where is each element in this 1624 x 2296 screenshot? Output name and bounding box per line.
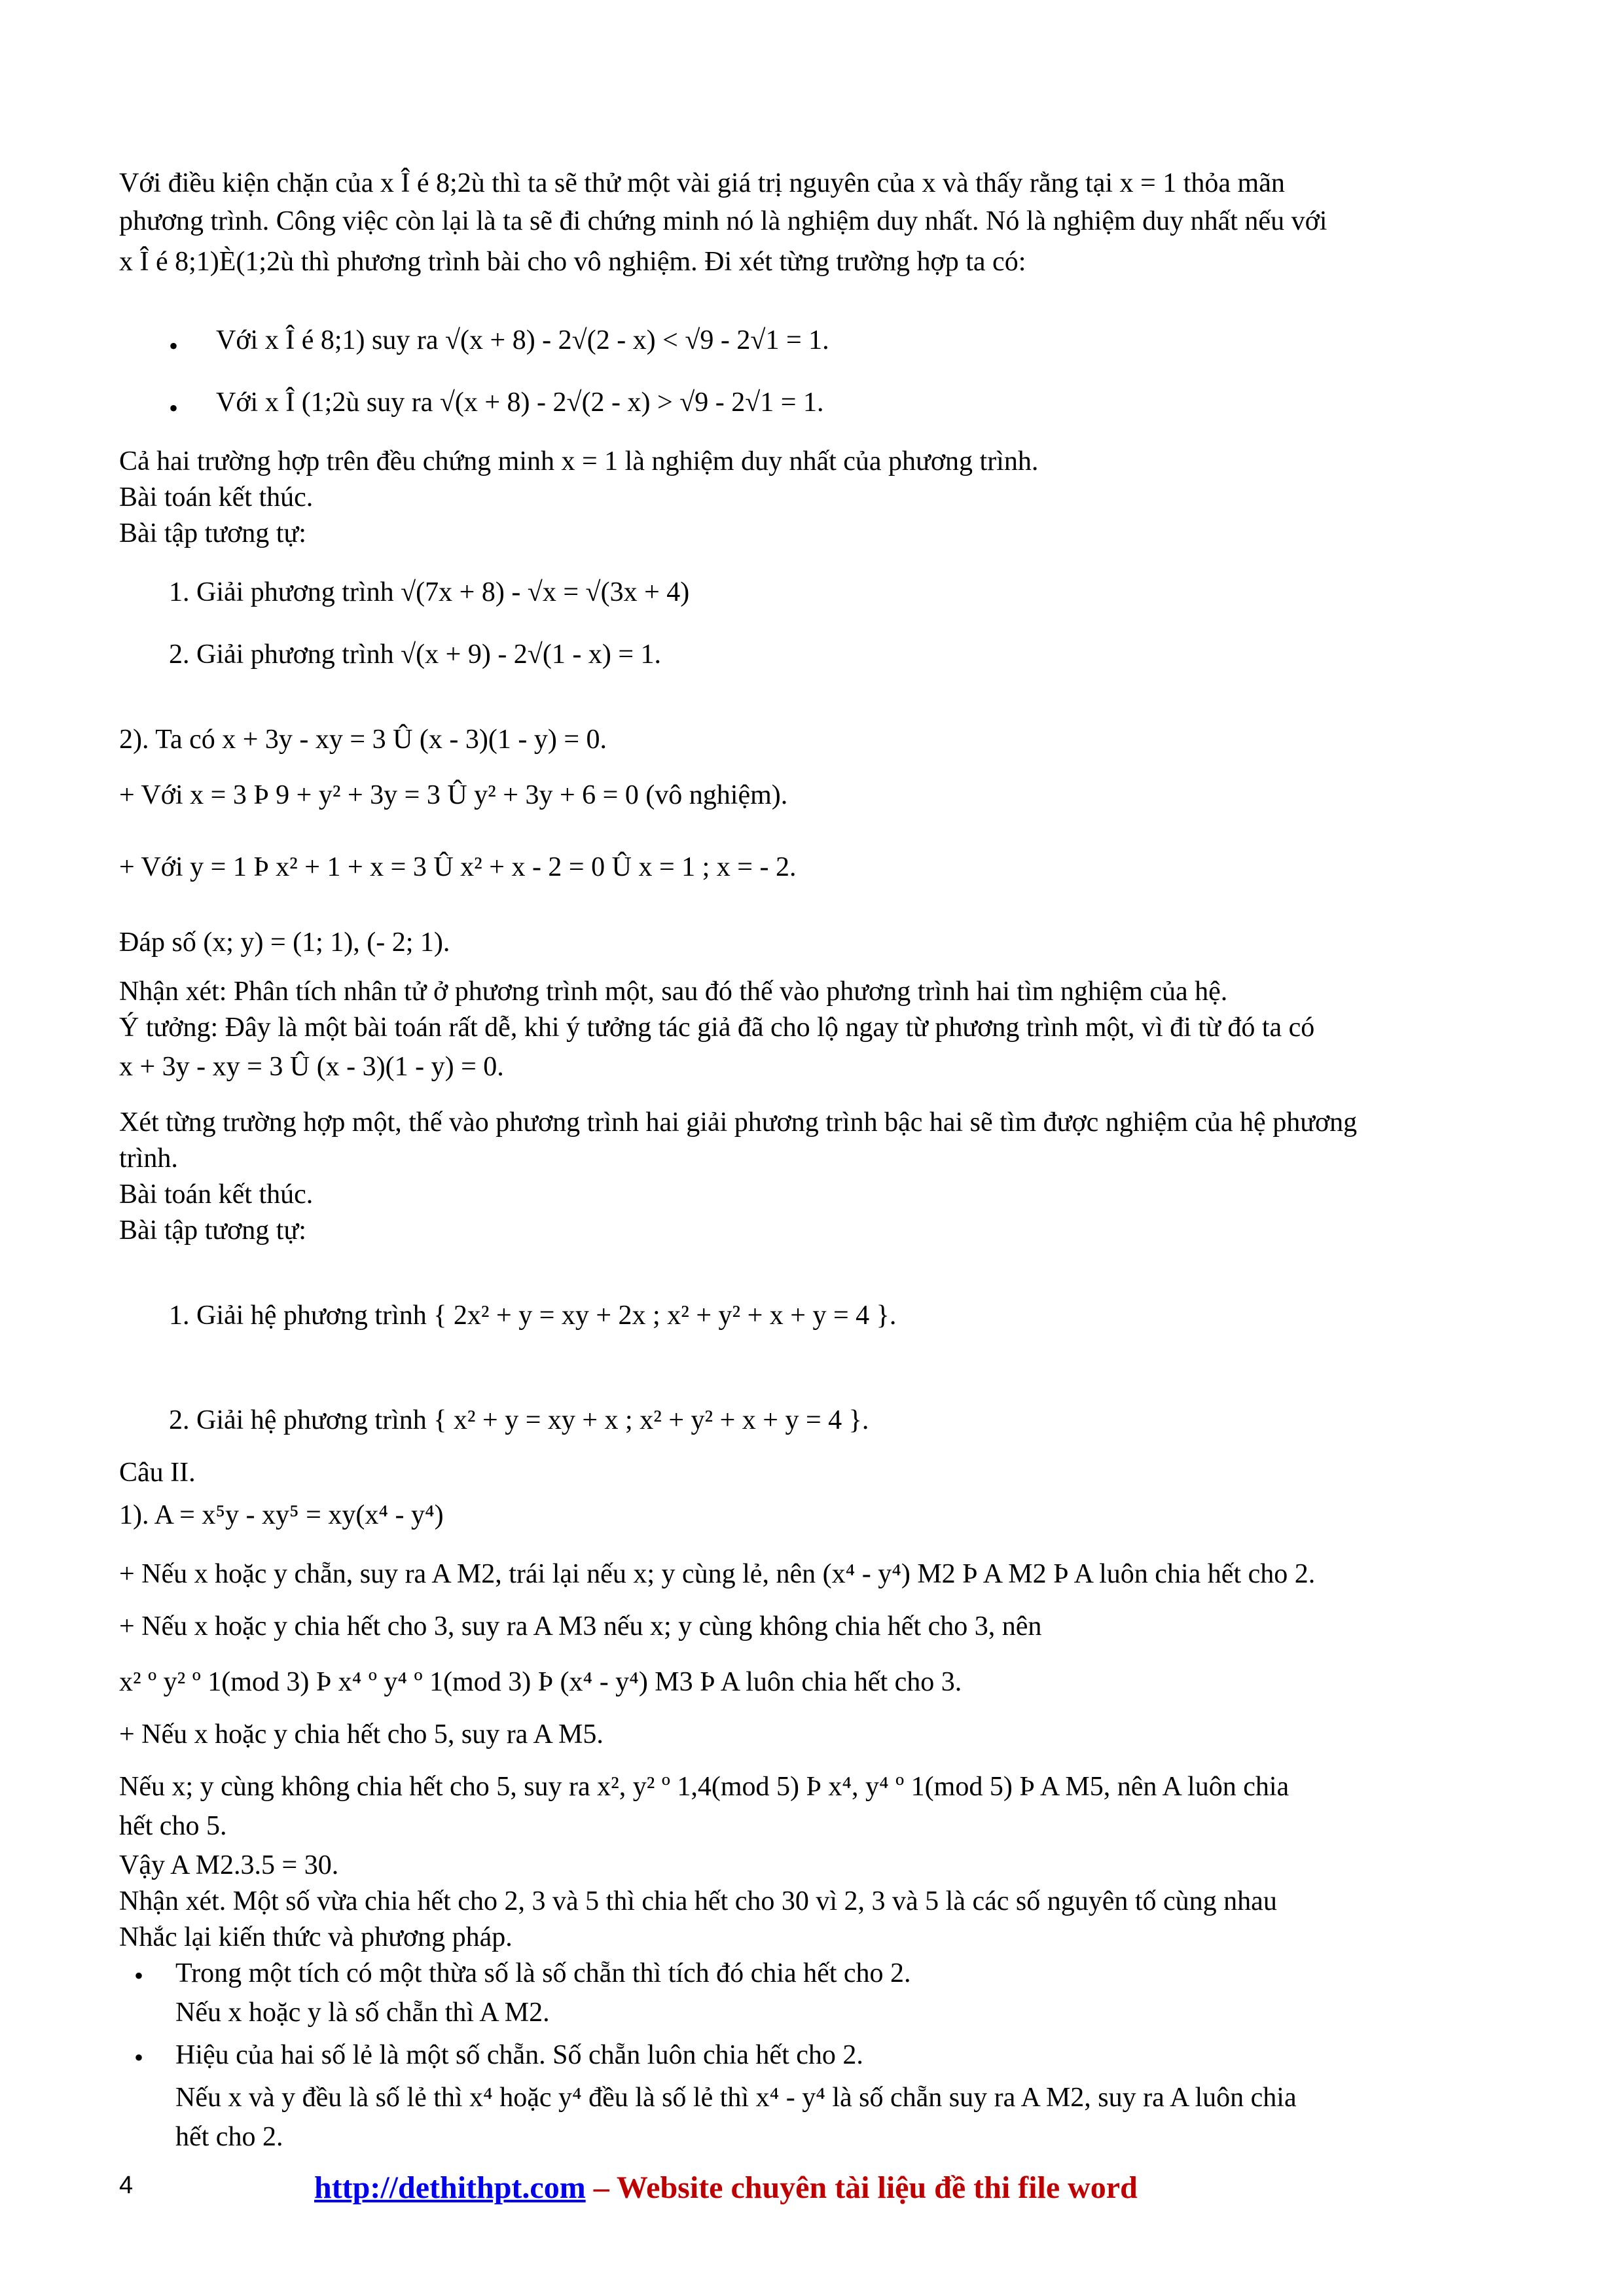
text-line: + Với y = 1 Þ x² + 1 + x = 3 Û x² + x - 2 = 0 Û x = 1 ; x = - 2. bbox=[119, 852, 797, 882]
text-line: Hiệu của hai số lẻ là một số chẵn. Số chẵn luôn chia hết cho 2. bbox=[175, 2040, 863, 2070]
bullet-icon: • bbox=[134, 1961, 144, 1990]
page-number: 4 bbox=[119, 2172, 134, 2199]
section-heading: Câu II. bbox=[119, 1458, 196, 1488]
text-line: Nhắc lại kiến thức và phương pháp. bbox=[119, 1922, 513, 1952]
footer bbox=[314, 2170, 1138, 2206]
footer-link[interactable]: http://dethithpt.com bbox=[314, 2170, 586, 2205]
text-line: Với x Î é 8;1) suy ra √(x + 8) - 2√(2 - x) < √9 - 2√1 = 1. bbox=[216, 325, 829, 355]
bullet-icon: • bbox=[169, 331, 179, 361]
text-line: Nếu x; y cùng không chia hết cho 5, suy ra x², y² º 1,4(mod 5) Þ x⁴, y⁴ º 1(mod 5) Þ A M5, nên A luôn chia bbox=[119, 1772, 1290, 1802]
text-line: Đáp số (x; y) = (1; 1), (- 2; 1). bbox=[119, 927, 450, 958]
text-line: Xét từng trường hợp một, thế vào phương trình hai giải phương trình bậc hai sẽ tìm được nghiệm của hệ phương bbox=[119, 1107, 1358, 1138]
text-line: Với x Î (1;2ù suy ra √(x + 8) - 2√(2 - x) > √9 - 2√1 = 1. bbox=[216, 387, 824, 418]
text-line: hết cho 5. bbox=[119, 1811, 227, 1841]
text-line: phương trình. Công việc còn lại là ta sẽ đi chứng minh nó là nghiệm duy nhất. Nó là nghiệm duy nhất nếu với bbox=[119, 206, 1327, 236]
text-line: + Với x = 3 Þ 9 + y² + 3y = 3 Û y² + 3y + 6 = 0 (vô nghiệm). bbox=[119, 780, 788, 810]
exercise-item: 1. Giải phương trình √(7x + 8) - √x = √(3x + 4) bbox=[169, 577, 690, 607]
text-line: Ý tưởng: Đây là một bài toán rất dễ, khi ý tưởng tác giả đã cho lộ ngay từ phương trình một, vì đi từ đó ta có bbox=[119, 1013, 1315, 1043]
text-line: Bài toán kết thúc. bbox=[119, 482, 314, 512]
text-line: Nếu x hoặc y là số chẵn thì A M2. bbox=[175, 1998, 550, 2028]
text-line: + Nếu x hoặc y chẵn, suy ra A M2, trái lại nếu x; y cùng lẻ, nên (x⁴ - y⁴) M2 Þ A M2 Þ A luôn chia hết cho 2. bbox=[119, 1559, 1316, 1589]
text-line: x² º y² º 1(mod 3) Þ x⁴ º y⁴ º 1(mod 3) Þ (x⁴ - y⁴) M3 Þ A luôn chia hết cho 3. bbox=[119, 1667, 962, 1697]
text-line: Bài toán kết thúc. bbox=[119, 1179, 314, 1210]
exercise-item: 2. Giải hệ phương trình { x² + y = xy + x ; x² + y² + x + y = 4 }. bbox=[169, 1405, 869, 1435]
exercise-item: 2. Giải phương trình √(x + 9) - 2√(1 - x) = 1. bbox=[169, 639, 662, 670]
text-line: Nhận xét. Một số vừa chia hết cho 2, 3 và 5 thì chia hết cho 30 vì 2, 3 và 5 là các số nguyên tố cùng nhau bbox=[119, 1886, 1277, 1916]
text-line: trình. bbox=[119, 1143, 178, 1174]
text-line: Bài tập tương tự: bbox=[119, 1215, 306, 1246]
bullet-icon: • bbox=[134, 2043, 144, 2072]
exercise-item: 1. Giải hệ phương trình { 2x² + y = xy + 2x ; x² + y² + x + y = 4 }. bbox=[169, 1300, 897, 1331]
text-line: Nếu x và y đều là số lẻ thì x⁴ hoặc y⁴ đều là số lẻ thì x⁴ - y⁴ là số chẵn suy ra A M2, suy ra A luôn chia bbox=[175, 2083, 1297, 2113]
text-line: Bài tập tương tự: bbox=[119, 518, 306, 548]
text-line: Vậy A M2.3.5 = 30. bbox=[119, 1850, 339, 1880]
text-line: 1). A = x⁵y - xy⁵ = xy(x⁴ - y⁴) bbox=[119, 1500, 444, 1530]
text-line: + Nếu x hoặc y chia hết cho 5, suy ra A M5. bbox=[119, 1719, 604, 1749]
text-line: hết cho 2. bbox=[175, 2122, 283, 2152]
text-line: Nhận xét: Phân tích nhân tử ở phương trình một, sau đó thế vào phương trình hai tìm nghiệm của hệ. bbox=[119, 977, 1228, 1007]
text-line: + Nếu x hoặc y chia hết cho 3, suy ra A M3 nếu x; y cùng không chia hết cho 3, nên bbox=[119, 1611, 1042, 1641]
bullet-icon: • bbox=[169, 393, 179, 423]
footer-tagline: – Website chuyên tài liệu đề thi file word bbox=[585, 2170, 1138, 2205]
text-line: x + 3y - xy = 3 Û (x - 3)(1 - y) = 0. bbox=[119, 1052, 504, 1082]
text-line: Cả hai trường hợp trên đều chứng minh x = 1 là nghiệm duy nhất của phương trình. bbox=[119, 446, 1039, 476]
text-line: Với điều kiện chặn của x Î é 8;2ù thì ta sẽ thử một vài giá trị nguyên của x và thấy rằng tại x = 1 thỏa mãn bbox=[119, 168, 1285, 198]
text-line: 2). Ta có x + 3y - xy = 3 Û (x - 3)(1 - y) = 0. bbox=[119, 725, 607, 755]
text-line: Trong một tích có một thừa số là số chẵn thì tích đó chia hết cho 2. bbox=[175, 1958, 911, 1988]
text-line: x Î é 8;1)È(1;2ù thì phương trình bài cho vô nghiệm. Đi xét từng trường hợp ta có: bbox=[119, 247, 1026, 277]
